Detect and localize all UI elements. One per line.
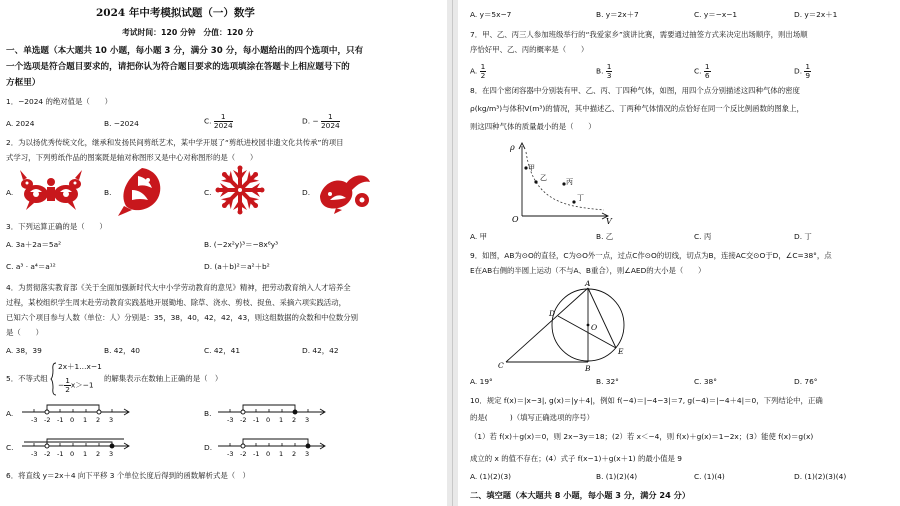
numline-tick-label: 3 xyxy=(305,416,310,424)
q8-option-b[interactable]: B. 乙 xyxy=(596,232,614,241)
numline-closed-dot xyxy=(110,444,114,448)
q7-c-fraction xyxy=(704,63,711,80)
numline-closed-dot xyxy=(306,444,310,448)
q5-numberline-d xyxy=(216,434,328,460)
numline-tick-label: -1 xyxy=(57,416,64,424)
q5-inequality-2 xyxy=(58,377,94,394)
numline-tick-label: 1 xyxy=(279,450,284,458)
q9-option-a[interactable]: A. 19° xyxy=(470,377,493,386)
q5-ineq2-num: 1 xyxy=(65,376,70,385)
numline-tick-label: 3 xyxy=(109,450,114,458)
numline-tick-label: -2 xyxy=(44,416,51,424)
q7-a-num: 1 xyxy=(480,62,486,71)
q8-label-yi: 乙 xyxy=(540,174,547,182)
papercut-snowflake-image xyxy=(216,166,264,214)
papercut-fish-image xyxy=(118,166,166,216)
q3-option-c[interactable]: C. a³ · a⁴＝a¹² xyxy=(6,262,56,271)
q4-line2: 过程，某校组织学生周末赴劳动教育实践基地开展锄地、除草、浇水、剪枝、捉鱼、采摘六项实践活动， xyxy=(6,298,346,307)
q7-line2: 序恰好甲、乙、丙的概率是（ ） xyxy=(470,45,589,54)
exam-info: 考试时间：120 分钟 分值：120 分 xyxy=(122,28,254,37)
q1-option-a[interactable]: A. 2024 xyxy=(6,119,35,128)
q9-label-e: E xyxy=(618,347,624,356)
q7-option-b[interactable] xyxy=(596,63,612,80)
q7-d-fraction xyxy=(804,63,811,80)
q1-d-fraction xyxy=(321,113,340,130)
q9-label-d: D xyxy=(549,309,556,318)
numline-tick-label: -3 xyxy=(31,450,38,458)
q4-option-c[interactable]: C. 42，41 xyxy=(204,346,241,355)
q5-ineq2-fraction xyxy=(64,377,71,394)
q8-axis-rho: ρ xyxy=(510,143,515,152)
q2-option-a[interactable]: A. xyxy=(6,188,14,197)
q9-option-b[interactable]: B. 32° xyxy=(596,377,619,386)
numline-solution-segment xyxy=(243,439,308,446)
papercut-bird-flower-image xyxy=(316,168,372,214)
numline-tick-label: 1 xyxy=(83,450,88,458)
q9-line2: E在AB右侧的半圆上运动（不与A、B重合），则∠AED的大小是（ ） xyxy=(470,266,706,275)
q8-curve xyxy=(526,152,604,210)
q5-ineq2-den: 2 xyxy=(65,385,70,394)
q2-option-c[interactable]: C. xyxy=(204,188,212,197)
q3-option-a[interactable]: A. 3a＋2a＝5a² xyxy=(6,240,62,249)
q10-option-b[interactable]: B. (1)(2)(4) xyxy=(596,472,638,481)
page-divider xyxy=(452,0,453,506)
numline-tick-label: -3 xyxy=(227,450,234,458)
q1-option-d[interactable] xyxy=(302,113,340,130)
q2-option-b[interactable]: B. xyxy=(104,188,112,197)
q8-origin: O xyxy=(512,215,519,224)
q6-option-d[interactable]: D. y＝2x＋1 xyxy=(794,10,838,19)
q5-numberline-c xyxy=(20,434,132,460)
q7-c-num: 1 xyxy=(704,62,710,71)
q5-option-b[interactable]: B. xyxy=(204,409,212,418)
q9-option-d[interactable]: D. 76° xyxy=(794,377,818,386)
numline-tick-label: -2 xyxy=(240,450,247,458)
numline-tick-label: 2 xyxy=(292,416,297,424)
q9-option-c[interactable]: C. 38° xyxy=(694,377,717,386)
q8-point-yi xyxy=(534,180,537,183)
numline-tick-label: 0 xyxy=(266,450,271,458)
numline-open-dot xyxy=(97,410,101,414)
left-page xyxy=(0,0,447,506)
numline-tick-label: -1 xyxy=(253,416,260,424)
section1-line1: 一、单选题（本大题共 10 小题，每小题 3 分，满分 30 分，每小题给出的四个选项中，只有 xyxy=(6,46,364,56)
q7-a-label: A. xyxy=(470,66,478,76)
q6-stem: 6．将直线 y＝2x＋4 向下平移 3 个单位长度后得到的函数解析式是（ ） xyxy=(6,471,250,480)
q7-option-c[interactable] xyxy=(694,63,711,80)
q5-inequality-1: 2x＋1…x−1 xyxy=(58,362,102,371)
q5-suffix: 的解集表示在数轴上正确的是（ ） xyxy=(104,374,223,383)
q5-ineq2-sign: − xyxy=(58,380,65,390)
q8-density-graph xyxy=(504,140,614,224)
q2-option-d[interactable]: D. xyxy=(302,188,311,197)
numline-tick-label: 0 xyxy=(70,450,75,458)
numline-tick-label: -2 xyxy=(44,450,51,458)
q2-line1: 2．为以扬优秀传统文化，继承和发扬民间剪纸艺术，某中学开展了“剪纸进校园非遗文化共传承”的项目 xyxy=(6,138,344,147)
numline-open-dot xyxy=(241,444,245,448)
q7-option-d[interactable] xyxy=(794,63,811,80)
q7-c-label: C. xyxy=(694,66,702,76)
numline-tick-label: 0 xyxy=(266,416,271,424)
q8-label-jia: 甲 xyxy=(528,164,535,172)
numline-open-dot xyxy=(241,410,245,414)
right-page xyxy=(458,0,900,506)
q1-c-den: 2024 xyxy=(213,121,233,130)
q7-d-den: 9 xyxy=(805,71,811,80)
q7-d-label: D. xyxy=(794,66,803,76)
q5-numberline-b xyxy=(216,400,328,426)
q4-line4: 是（ ） xyxy=(6,328,43,337)
numline-tick-label: 1 xyxy=(279,416,284,424)
q6-option-b[interactable]: B. y＝2x＋7 xyxy=(596,10,639,19)
q10-line2: 的是( )（填写正确选项的序号） xyxy=(470,413,595,422)
q9-label-c: C xyxy=(498,361,504,370)
q10-line3: （1）若 f(x)＋g(x)＝0，则 2x−3y＝18；(2）若 x＜−4，则 f(x)＋g(x)＝1−2x；(3）能使 f(x)＝g(x) xyxy=(470,432,814,441)
q8-point-ding xyxy=(572,200,575,203)
papercut-rabbits-image xyxy=(18,170,84,214)
q5-ineq2-rest: x＞−1 xyxy=(70,380,94,390)
q3-option-b[interactable]: B. (−2x²y)³＝−8x⁶y³ xyxy=(204,240,279,249)
numline-tick-label: 3 xyxy=(109,416,114,424)
q3-option-d[interactable]: D. (a＋b)²＝a²＋b² xyxy=(204,262,270,271)
q1-d-num: 1 xyxy=(321,113,340,122)
q8-label-ding: 丁 xyxy=(577,194,584,202)
q1-c-num: 1 xyxy=(214,113,233,122)
numline-tick-label: 2 xyxy=(292,450,297,458)
q5-numberline-a xyxy=(20,400,132,426)
q9-label-b: B xyxy=(585,364,591,373)
q10-option-a[interactable]: A. (1)(2)(3) xyxy=(470,472,512,481)
numline-open-dot xyxy=(45,444,49,448)
q8-option-a[interactable]: A. 甲 xyxy=(470,232,488,241)
q7-line1: 7．甲、乙、丙三人参加班级举行的“我爱家乡”演讲比赛，需要通过抽签方式来决定出场顺序，则出场顺 xyxy=(470,30,808,39)
numline-tick-label: 3 xyxy=(305,450,310,458)
exam-title: 2024 年中考模拟试题（一）数学 xyxy=(96,7,255,19)
q1-stem: 1．−2024 的绝对值是（ ） xyxy=(6,97,112,106)
q10-line1: 10．规定 f(x)＝|x−3|, g(x)＝|y＋4|，例如 f(−4)＝|−4−3|＝7, g(−4)＝|−4＋4|＝0，下列结论中，正确 xyxy=(470,396,823,405)
q4-option-d[interactable]: D. 42，42 xyxy=(302,346,339,355)
q1-option-b[interactable]: B. −2024 xyxy=(104,119,139,128)
q2-line2: 式学习，下列剪纸作品的图案既是轴对称图形又是中心对称图形的是（ ） xyxy=(6,153,258,162)
numline-tick-label: 0 xyxy=(70,416,75,424)
q9-label-o: O xyxy=(591,323,598,332)
q7-option-a[interactable] xyxy=(470,63,486,80)
q6-option-a[interactable]: A. y＝5x−7 xyxy=(470,10,512,19)
q7-a-den: 2 xyxy=(480,71,486,80)
numline-tick-label: -2 xyxy=(240,416,247,424)
q8-option-c[interactable]: C. 丙 xyxy=(694,232,712,241)
q9-label-a: A xyxy=(585,279,591,288)
q8-line2: ρ(kg/m³)与体积V(m³)的情况，其中描述乙、丁两种气体情况的点恰好在同一个反比例函数的图象上， xyxy=(470,104,804,113)
numline-tick-label: -1 xyxy=(57,450,64,458)
q6-option-c[interactable]: C. y＝−x−1 xyxy=(694,10,738,19)
q10-option-c[interactable]: C. (1)(4) xyxy=(694,472,725,481)
q1-d-label: D. − xyxy=(302,116,319,126)
q8-axis-v: V xyxy=(606,217,612,226)
q7-c-den: 6 xyxy=(704,71,710,80)
q5-option-d[interactable]: D. xyxy=(204,443,213,452)
q7-b-fraction xyxy=(606,63,613,80)
q4-line3: 已知六个项目参与人数（单位：人）分别是：35，38，40，42，42，43，则这组数据的众数和中位数分别 xyxy=(6,313,359,322)
numline-open-dot xyxy=(45,410,49,414)
q7-b-label: B. xyxy=(596,66,604,76)
q10-line4: 成立的 x 的值不存在；(4）式子 f(x−1)＋g(x＋1) 的最小值是 9 xyxy=(470,454,683,463)
q5-prefix: 5．不等式组 xyxy=(6,374,48,383)
section2-heading: 二、填空题（本大题共 8 小题，每小题 3 分，满分 24 分） xyxy=(470,490,691,500)
q9-line1: 9．如图，AB为⊙O的直径，C为⊙O外一点，过点C作⊙O的切线，切点为B，连接AC交⊙O于D，∠C=38°，点 xyxy=(470,251,832,260)
numline-closed-dot xyxy=(293,410,297,414)
numline-tick-label: -3 xyxy=(227,416,234,424)
q8-line3: 则这四种气体的质量最小的是（ ） xyxy=(470,122,596,131)
q5-option-a[interactable]: A. xyxy=(6,409,14,418)
numline-tick-label: -1 xyxy=(253,450,260,458)
q1-c-fraction xyxy=(214,113,233,130)
q4-option-b[interactable]: B. 42，40 xyxy=(104,346,140,355)
q5-brace xyxy=(51,362,57,396)
numline-tick-label: -3 xyxy=(31,416,38,424)
q7-b-num: 1 xyxy=(606,62,612,71)
numline-tick-label: 2 xyxy=(96,450,101,458)
q7-d-num: 1 xyxy=(805,62,811,71)
numline-tick-label: 1 xyxy=(83,416,88,424)
q8-label-bing: 丙 xyxy=(566,178,573,186)
q1-c-label: C. xyxy=(204,116,212,126)
q3-stem: 3．下列运算正确的是（ ） xyxy=(6,222,107,231)
q1-option-c[interactable] xyxy=(204,113,233,130)
q7-a-fraction xyxy=(480,63,487,80)
numline-tick-label: 2 xyxy=(96,416,101,424)
q7-b-den: 3 xyxy=(606,71,612,80)
q5-option-c[interactable]: C. xyxy=(6,443,14,452)
section1-line2: 一个选项是符合题目要求的，请把你认为符合题目要求的选项填涂在答题卡上相应题号下的 xyxy=(6,62,350,72)
q9-circle-figure xyxy=(498,279,638,373)
q4-option-a[interactable]: A. 38，39 xyxy=(6,346,42,355)
q8-line1: 8．在四个密闭容器中分别装有甲、乙、丙、丁四种气体，如图，用四个点分别描述这四种气体的密度 xyxy=(470,86,800,95)
q10-option-d[interactable]: D. (1)(2)(3)(4) xyxy=(794,472,847,481)
q4-line1: 4．为贯彻落实教育部《关于全面加强新时代大中小学劳动教育的意见》精神，把劳动教育纳入人才培养全 xyxy=(6,283,351,292)
section1-line3: 方框里） xyxy=(6,78,41,88)
q1-d-den: 2024 xyxy=(320,121,340,130)
q8-option-d[interactable]: D. 丁 xyxy=(794,232,812,241)
